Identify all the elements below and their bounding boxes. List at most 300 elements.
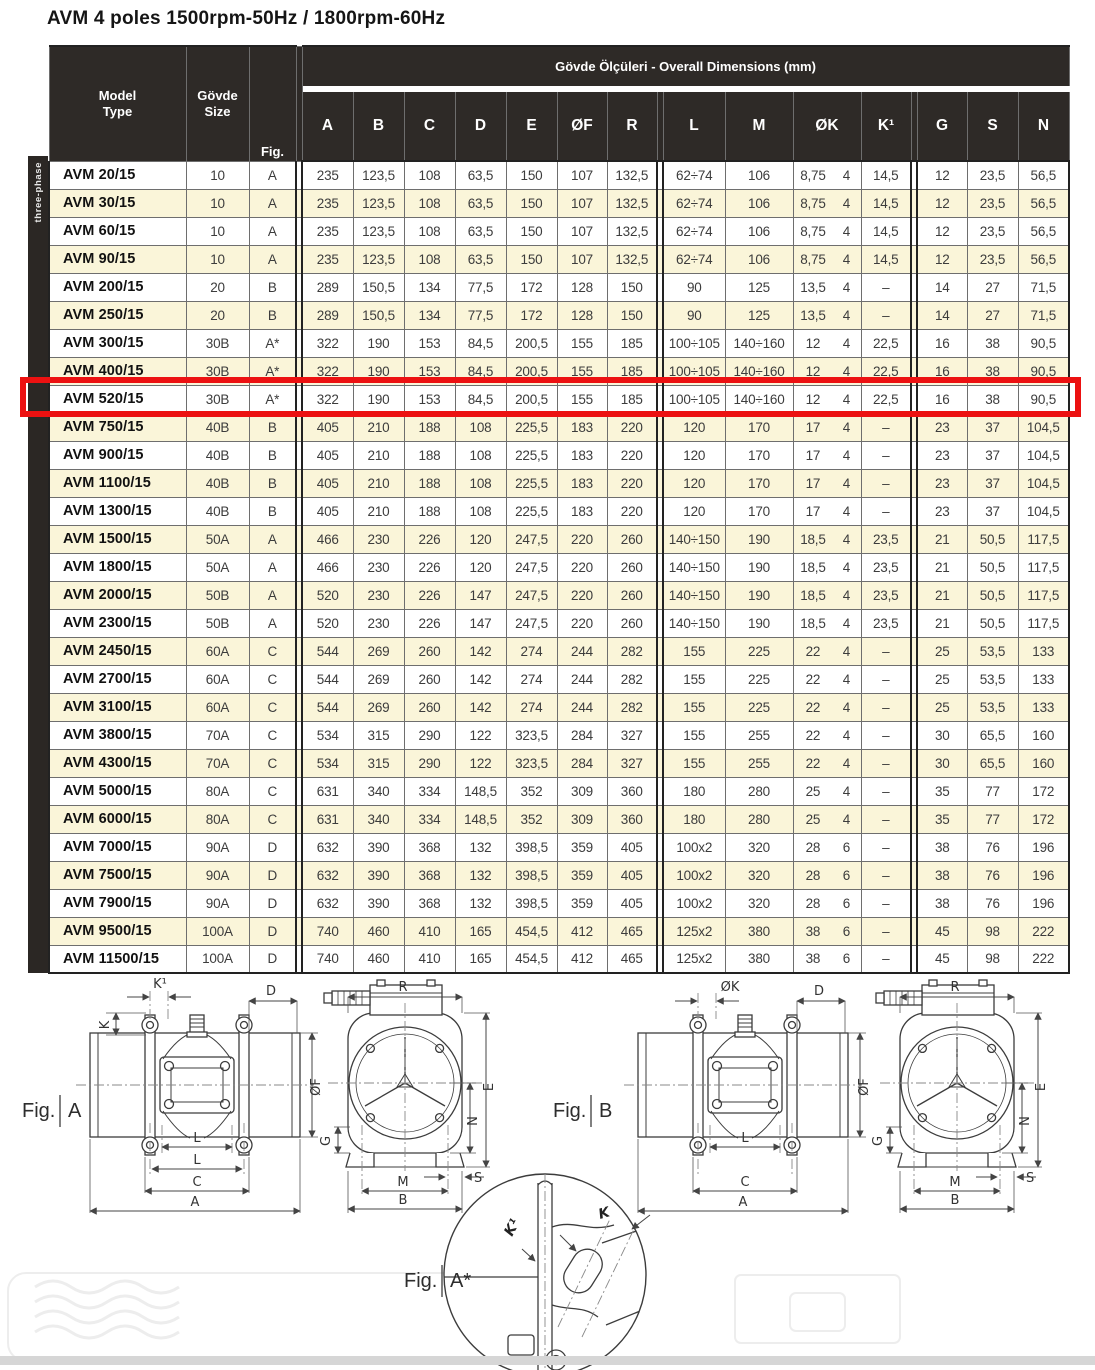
fig-cell: B — [249, 301, 296, 329]
header-model-type: Model Type — [49, 46, 186, 161]
model-cell: AVM 60/15 — [49, 217, 186, 245]
n-cell: 196 — [1018, 861, 1069, 889]
dim-cell: 260 — [607, 553, 657, 581]
dim-cell: 225,5 — [506, 441, 557, 469]
dim-cell: 153 — [404, 385, 455, 413]
size-cell: 20 — [186, 273, 249, 301]
k1-cell: – — [861, 469, 911, 497]
model-cell: AVM 520/15 — [49, 385, 186, 413]
fig-cell: A — [249, 525, 296, 553]
dim-cell: 220 — [607, 497, 657, 525]
dim-label-K-detail: K — [596, 1204, 612, 1223]
dim-cell: 352 — [506, 805, 557, 833]
k1-cell: – — [861, 301, 911, 329]
table-row — [49, 581, 1069, 609]
table-row — [49, 469, 1069, 497]
l-cell: 90 — [663, 273, 725, 301]
dim-cell: 359 — [557, 861, 607, 889]
dim-cell: 226 — [404, 525, 455, 553]
n-cell: 222 — [1018, 945, 1069, 973]
s-cell: 53,5 — [967, 665, 1018, 693]
table-row — [49, 217, 1069, 245]
model-cell: AVM 90/15 — [49, 245, 186, 273]
dim-cell: 84,5 — [455, 329, 506, 357]
size-cell: 60A — [186, 665, 249, 693]
n-cell: 196 — [1018, 889, 1069, 917]
dim-cell: 134 — [404, 273, 455, 301]
n-cell: 133 — [1018, 665, 1069, 693]
size-cell: 70A — [186, 749, 249, 777]
dim-label-L: L — [193, 1131, 201, 1146]
dim-cell: 390 — [353, 861, 404, 889]
l-cell: 100÷105 — [663, 357, 725, 385]
size-cell: 90A — [186, 861, 249, 889]
ok-cell: 38 6 — [793, 917, 861, 945]
m-cell: 380 — [725, 945, 793, 973]
dim-cell: 340 — [353, 805, 404, 833]
fig-cell: A — [249, 609, 296, 637]
dim-cell: 108 — [455, 441, 506, 469]
n-cell: 71,5 — [1018, 273, 1069, 301]
l-cell: 100÷105 — [663, 385, 725, 413]
fig-cell: B — [249, 273, 296, 301]
fig-cell: C — [249, 721, 296, 749]
m-cell: 106 — [725, 245, 793, 273]
dim-cell: 185 — [607, 357, 657, 385]
dim-cell: 183 — [557, 413, 607, 441]
dim-cell: 398,5 — [506, 833, 557, 861]
model-cell: AVM 200/15 — [49, 273, 186, 301]
g-cell: 23 — [917, 497, 967, 525]
model-cell: AVM 2700/15 — [49, 665, 186, 693]
dim-cell: 185 — [607, 385, 657, 413]
fig-cell: B — [249, 497, 296, 525]
dim-cell: 260 — [607, 581, 657, 609]
dim-cell: 398,5 — [506, 889, 557, 917]
size-cell: 60A — [186, 637, 249, 665]
l-cell: 125x2 — [663, 917, 725, 945]
dim-cell: 260 — [607, 609, 657, 637]
dim-cell: 150 — [607, 301, 657, 329]
m-cell: 225 — [725, 637, 793, 665]
table-row — [49, 441, 1069, 469]
n-cell: 117,5 — [1018, 609, 1069, 637]
k1-cell: 23,5 — [861, 609, 911, 637]
dim-cell: 188 — [404, 497, 455, 525]
s-cell: 38 — [967, 329, 1018, 357]
dim-cell: 123,5 — [353, 245, 404, 273]
m-cell: 170 — [725, 413, 793, 441]
dim-cell: 220 — [607, 413, 657, 441]
dim-cell: 63,5 — [455, 217, 506, 245]
dim-label-L2: L — [193, 1153, 201, 1168]
m-cell: 140÷160 — [725, 329, 793, 357]
col-OF: ØF — [557, 92, 607, 161]
col-D: D — [455, 92, 506, 161]
m-cell: 125 — [725, 273, 793, 301]
dim-cell: 63,5 — [455, 189, 506, 217]
dim-label-D: D — [265, 984, 277, 999]
n-cell: 56,5 — [1018, 217, 1069, 245]
dim-cell: 107 — [557, 161, 607, 189]
dim-cell: 235 — [302, 245, 353, 273]
dim-cell: 269 — [353, 693, 404, 721]
s-cell: 23,5 — [967, 245, 1018, 273]
table-row — [49, 357, 1069, 385]
figAstar-detail — [440, 1173, 650, 1370]
dim-cell: 632 — [302, 833, 353, 861]
dim-cell: 244 — [557, 693, 607, 721]
col-S: S — [967, 92, 1018, 161]
l-cell: 100x2 — [663, 861, 725, 889]
model-cell: AVM 1800/15 — [49, 553, 186, 581]
dim-cell: 247,5 — [506, 609, 557, 637]
header-govde-size: Gövde Size — [186, 46, 249, 161]
dim-cell: 107 — [557, 189, 607, 217]
fig-cell: C — [249, 749, 296, 777]
dim-cell: 84,5 — [455, 357, 506, 385]
dim-cell: 132 — [455, 889, 506, 917]
dim-cell: 282 — [607, 693, 657, 721]
dim-cell: 284 — [557, 749, 607, 777]
size-cell: 90A — [186, 889, 249, 917]
dim-label-C: C — [192, 1175, 202, 1190]
three-phase-side-strip — [28, 156, 48, 973]
k1-cell: – — [861, 945, 911, 973]
model-cell: AVM 1300/15 — [49, 497, 186, 525]
n-cell: 56,5 — [1018, 189, 1069, 217]
n-cell: 172 — [1018, 805, 1069, 833]
g-cell: 38 — [917, 833, 967, 861]
g-cell: 12 — [917, 245, 967, 273]
fig-cell: D — [249, 861, 296, 889]
dim-cell: 309 — [557, 805, 607, 833]
dim-cell: 740 — [302, 945, 353, 973]
model-cell: AVM 6000/15 — [49, 805, 186, 833]
dim-cell: 340 — [353, 777, 404, 805]
size-cell: 50A — [186, 553, 249, 581]
s-cell: 38 — [967, 385, 1018, 413]
dim-cell: 107 — [557, 245, 607, 273]
k1-cell: – — [861, 497, 911, 525]
dim-cell: 107 — [557, 217, 607, 245]
svg-text:Fig.: Fig. — [553, 1100, 587, 1122]
l-cell: 120 — [663, 469, 725, 497]
g-cell: 45 — [917, 917, 967, 945]
table-row — [49, 861, 1069, 889]
dim-label-N: N — [466, 1116, 481, 1126]
k1-cell: 14,5 — [861, 245, 911, 273]
k1-cell: – — [861, 413, 911, 441]
fig-cell: D — [249, 889, 296, 917]
dim-cell: 360 — [607, 805, 657, 833]
s-cell: 27 — [967, 273, 1018, 301]
n-cell: 160 — [1018, 749, 1069, 777]
size-cell: 40B — [186, 469, 249, 497]
g-cell: 23 — [917, 413, 967, 441]
figB-label — [553, 1095, 612, 1127]
col-C: C — [404, 92, 455, 161]
dim-cell: 220 — [557, 581, 607, 609]
l-cell: 155 — [663, 637, 725, 665]
table-row — [49, 693, 1069, 721]
dim-cell: 460 — [353, 945, 404, 973]
dim-cell: 631 — [302, 805, 353, 833]
m-cell: 255 — [725, 749, 793, 777]
s-cell: 38 — [967, 357, 1018, 385]
ok-cell: 22 4 — [793, 665, 861, 693]
dim-cell: 183 — [557, 469, 607, 497]
dim-cell: 200,5 — [506, 385, 557, 413]
m-cell: 125 — [725, 301, 793, 329]
n-cell: 222 — [1018, 917, 1069, 945]
dim-cell: 148,5 — [455, 777, 506, 805]
m-cell: 190 — [725, 609, 793, 637]
m-cell: 380 — [725, 917, 793, 945]
dim-cell: 200,5 — [506, 329, 557, 357]
s-cell: 37 — [967, 469, 1018, 497]
figB-front-view — [871, 980, 1049, 1213]
l-cell: 155 — [663, 721, 725, 749]
dim-cell: 190 — [353, 385, 404, 413]
size-cell: 70A — [186, 721, 249, 749]
g-cell: 30 — [917, 749, 967, 777]
g-cell: 14 — [917, 273, 967, 301]
model-cell: AVM 7500/15 — [49, 861, 186, 889]
dim-cell: 84,5 — [455, 385, 506, 413]
dim-label-K1-detail: K¹ — [501, 1216, 524, 1239]
dim-cell: 398,5 — [506, 861, 557, 889]
dim-cell: 230 — [353, 525, 404, 553]
l-cell: 90 — [663, 301, 725, 329]
n-cell: 117,5 — [1018, 525, 1069, 553]
table-row — [49, 749, 1069, 777]
dim-cell: 454,5 — [506, 917, 557, 945]
figB-extra-dims — [675, 980, 740, 1019]
dim-cell: 534 — [302, 721, 353, 749]
fig-cell: A — [249, 217, 296, 245]
dim-cell: 210 — [353, 441, 404, 469]
g-cell: 12 — [917, 189, 967, 217]
dim-cell: 544 — [302, 665, 353, 693]
n-cell: 172 — [1018, 777, 1069, 805]
dim-cell: 172 — [506, 301, 557, 329]
l-cell: 62÷74 — [663, 189, 725, 217]
dim-cell: 327 — [607, 749, 657, 777]
ok-cell: 38 6 — [793, 945, 861, 973]
dim-cell: 108 — [455, 497, 506, 525]
dim-cell: 122 — [455, 721, 506, 749]
l-cell: 62÷74 — [663, 217, 725, 245]
m-cell: 280 — [725, 777, 793, 805]
dim-cell: 235 — [302, 189, 353, 217]
dim-cell: 274 — [506, 693, 557, 721]
dim-cell: 220 — [557, 525, 607, 553]
dim-cell: 235 — [302, 217, 353, 245]
k1-cell: – — [861, 721, 911, 749]
n-cell: 133 — [1018, 637, 1069, 665]
m-cell: 106 — [725, 161, 793, 189]
dim-cell: 247,5 — [506, 553, 557, 581]
dim-cell: 235 — [302, 161, 353, 189]
dim-cell: 165 — [455, 917, 506, 945]
ok-cell: 18,5 4 — [793, 525, 861, 553]
dim-cell: 465 — [607, 945, 657, 973]
dim-cell: 315 — [353, 749, 404, 777]
dim-cell: 132 — [455, 833, 506, 861]
col-N: N — [1018, 92, 1069, 161]
dim-cell: 359 — [557, 833, 607, 861]
n-cell: 160 — [1018, 721, 1069, 749]
dim-cell: 123,5 — [353, 161, 404, 189]
dim-cell: 282 — [607, 665, 657, 693]
dim-cell: 274 — [506, 665, 557, 693]
k1-cell: – — [861, 889, 911, 917]
fig-cell: A* — [249, 357, 296, 385]
dim-cell: 460 — [353, 917, 404, 945]
table-row — [49, 525, 1069, 553]
dim-label-A: A — [190, 1195, 200, 1210]
n-cell: 117,5 — [1018, 553, 1069, 581]
l-cell: 100÷105 — [663, 329, 725, 357]
model-cell: AVM 900/15 — [49, 441, 186, 469]
dim-cell: 410 — [404, 917, 455, 945]
s-cell: 98 — [967, 945, 1018, 973]
k1-cell: – — [861, 665, 911, 693]
size-cell: 40B — [186, 413, 249, 441]
dim-cell: 632 — [302, 889, 353, 917]
model-cell: AVM 2450/15 — [49, 637, 186, 665]
dim-cell: 352 — [506, 777, 557, 805]
s-cell: 50,5 — [967, 609, 1018, 637]
dim-cell: 150,5 — [353, 273, 404, 301]
svg-text:B: B — [599, 1100, 613, 1122]
fig-cell: A — [249, 581, 296, 609]
g-cell: 14 — [917, 301, 967, 329]
table-row — [49, 777, 1069, 805]
table-row — [49, 945, 1069, 973]
g-cell: 16 — [917, 357, 967, 385]
size-cell: 80A — [186, 777, 249, 805]
ok-cell: 28 6 — [793, 889, 861, 917]
s-cell: 65,5 — [967, 749, 1018, 777]
table-row — [49, 497, 1069, 525]
dim-cell: 122 — [455, 749, 506, 777]
dim-cell: 359 — [557, 889, 607, 917]
ok-cell: 22 4 — [793, 721, 861, 749]
dim-cell: 290 — [404, 721, 455, 749]
page-bottom-bar — [0, 1356, 1095, 1365]
dim-cell: 465 — [607, 917, 657, 945]
dim-cell: 128 — [557, 301, 607, 329]
figures-drawings — [0, 975, 1095, 1370]
model-cell: AVM 3800/15 — [49, 721, 186, 749]
model-cell: AVM 400/15 — [49, 357, 186, 385]
dim-cell: 274 — [506, 637, 557, 665]
col-R: R — [607, 92, 657, 161]
fig-cell: B — [249, 469, 296, 497]
ok-cell: 17 4 — [793, 441, 861, 469]
dim-cell: 153 — [404, 329, 455, 357]
dim-cell: 315 — [353, 721, 404, 749]
ok-cell: 22 4 — [793, 693, 861, 721]
s-cell: 23,5 — [967, 189, 1018, 217]
n-cell: 90,5 — [1018, 357, 1069, 385]
size-cell: 30B — [186, 357, 249, 385]
table-row — [49, 245, 1069, 273]
fig-cell: A* — [249, 385, 296, 413]
dim-cell: 412 — [557, 917, 607, 945]
s-cell: 98 — [967, 917, 1018, 945]
l-cell: 155 — [663, 693, 725, 721]
s-cell: 77 — [967, 805, 1018, 833]
dim-cell: 220 — [557, 609, 607, 637]
fig-cell: C — [249, 693, 296, 721]
s-cell: 50,5 — [967, 525, 1018, 553]
l-cell: 120 — [663, 497, 725, 525]
dim-cell: 108 — [404, 217, 455, 245]
dim-cell: 230 — [353, 553, 404, 581]
dim-cell: 220 — [607, 469, 657, 497]
ok-cell: 28 6 — [793, 833, 861, 861]
model-cell: AVM 2300/15 — [49, 609, 186, 637]
dim-cell: 360 — [607, 777, 657, 805]
table-row — [49, 189, 1069, 217]
m-cell: 106 — [725, 217, 793, 245]
dim-label-M: M — [397, 1175, 409, 1190]
table-row-highlighted — [49, 385, 1069, 413]
size-cell: 80A — [186, 805, 249, 833]
svg-text:A: A — [68, 1100, 82, 1122]
header-overall-dimensions: Gövde Ölçüleri - Overall Dimensions (mm) — [302, 46, 1069, 86]
model-cell: AVM 11500/15 — [49, 945, 186, 973]
dim-cell: 153 — [404, 357, 455, 385]
g-cell: 21 — [917, 581, 967, 609]
figA-label — [22, 1095, 82, 1127]
s-cell: 37 — [967, 441, 1018, 469]
m-cell: 225 — [725, 693, 793, 721]
size-cell: 10 — [186, 217, 249, 245]
n-cell: 196 — [1018, 833, 1069, 861]
model-cell: AVM 7900/15 — [49, 889, 186, 917]
dim-cell: 190 — [353, 329, 404, 357]
dim-cell: 368 — [404, 889, 455, 917]
l-cell: 100x2 — [663, 833, 725, 861]
l-cell: 140÷150 — [663, 609, 725, 637]
model-cell: AVM 3100/15 — [49, 693, 186, 721]
k1-cell: – — [861, 861, 911, 889]
dim-cell: 155 — [557, 357, 607, 385]
l-cell: 62÷74 — [663, 161, 725, 189]
k1-cell: 23,5 — [861, 553, 911, 581]
figB-side-view — [624, 984, 872, 1213]
dim-cell: 108 — [404, 245, 455, 273]
fig-cell: D — [249, 945, 296, 973]
col-A: A — [302, 92, 353, 161]
ok-cell: 18,5 4 — [793, 581, 861, 609]
dim-cell: 260 — [607, 525, 657, 553]
table-row — [49, 637, 1069, 665]
dim-cell: 108 — [404, 189, 455, 217]
g-cell: 35 — [917, 777, 967, 805]
dim-cell: 520 — [302, 609, 353, 637]
ok-cell: 22 4 — [793, 637, 861, 665]
g-cell: 38 — [917, 861, 967, 889]
dim-cell: 290 — [404, 749, 455, 777]
size-cell: 50B — [186, 581, 249, 609]
dim-cell: 269 — [353, 637, 404, 665]
dim-cell: 225,5 — [506, 497, 557, 525]
